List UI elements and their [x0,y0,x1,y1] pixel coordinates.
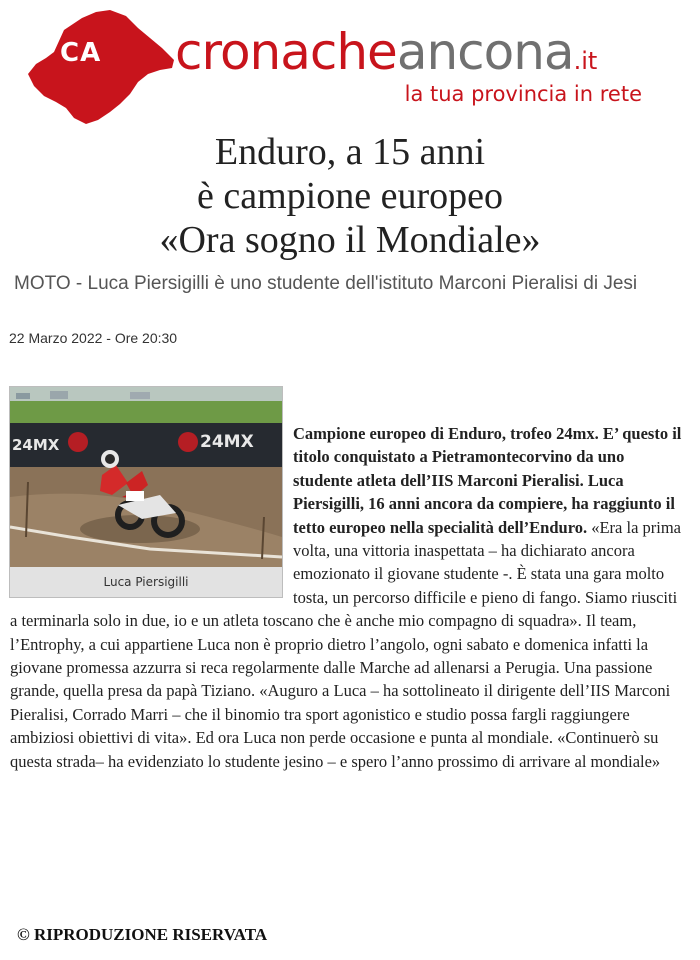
article-lead: Campione europeo di Enduro, trofeo 24mx. E’ questo il titolo conquistato a Pietramontecorvino da uno studente atleta dell’IIS Marconi Pieralisi. Luca Piersigilli, 16 anni ancora da compiere, ha raggiunto il tetto europeo nella specialità dell’Enduro. [293,424,682,537]
banner-24mx-left: 24MX [12,436,60,454]
logo-initials: CA [60,38,102,68]
figure-caption: Luca Piersigilli [103,575,189,589]
brand-tld: .it [573,47,598,75]
headline-line-3: «Ora sogno il Mondiale» [159,219,541,261]
article-body-text: «Era la prima volta, una vittoria inaspettata – ha dichiarato ancora emozionato il giovane studente -. È stata una gara molto tosta, un percorso difficile e pieno di fango. Siamo riusciti a terminarla solo in due, io e un atleta toscano che è anche mio compagno di squadra». Il team, l’Entrophy, a cui appartiene Luca non è proprio dietro l’angolo, ogni sabato e domenica infatti la giovane promessa azzurra si reca regolarmente dalle Marche ad allenarsi a Perugia. Una passione grande, quella presa da papà Tiziano. «Auguro a Luca – ha sottolineato il dirigente dell’IIS Marconi Pieralisi, Corrado Marri – che il binomio tra sport agonistico e studio possa fargli raggiungere ambiziosi obiettivi di vita». Ed ora Luca non perde occasione e punta al mondiale. «Continuerò su questa strada– ha evidenziato lo studente jesino – e spero l’anno prossimo di arrivare al mondiale» [10,517,682,771]
brand-part-ancona: ancona [396,23,574,81]
banner-24mx-right: 24MX [200,432,254,452]
article-headline [0,130,700,262]
article-subtitle: MOTO - Luca Piersigilli è uno studente dell'istituto Marconi Pieralisi di Jesi [14,273,638,294]
site-brand-name[interactable] [175,22,597,91]
site-tagline: la tua provincia in rete [404,82,642,106]
article-date: 22 Marzo 2022 - Ore 20:30 [9,330,178,346]
headline-line-1: Enduro, a 15 anni [214,131,486,173]
figure-text-wrap-spacer [10,422,293,607]
masthead [0,0,700,125]
brand-part-cronache: cronache [175,23,397,81]
copyright-notice: © RIPRODUZIONE RISERVATA [17,925,268,944]
article-body [10,422,685,773]
headline-line-2: è campione europeo [197,175,503,217]
